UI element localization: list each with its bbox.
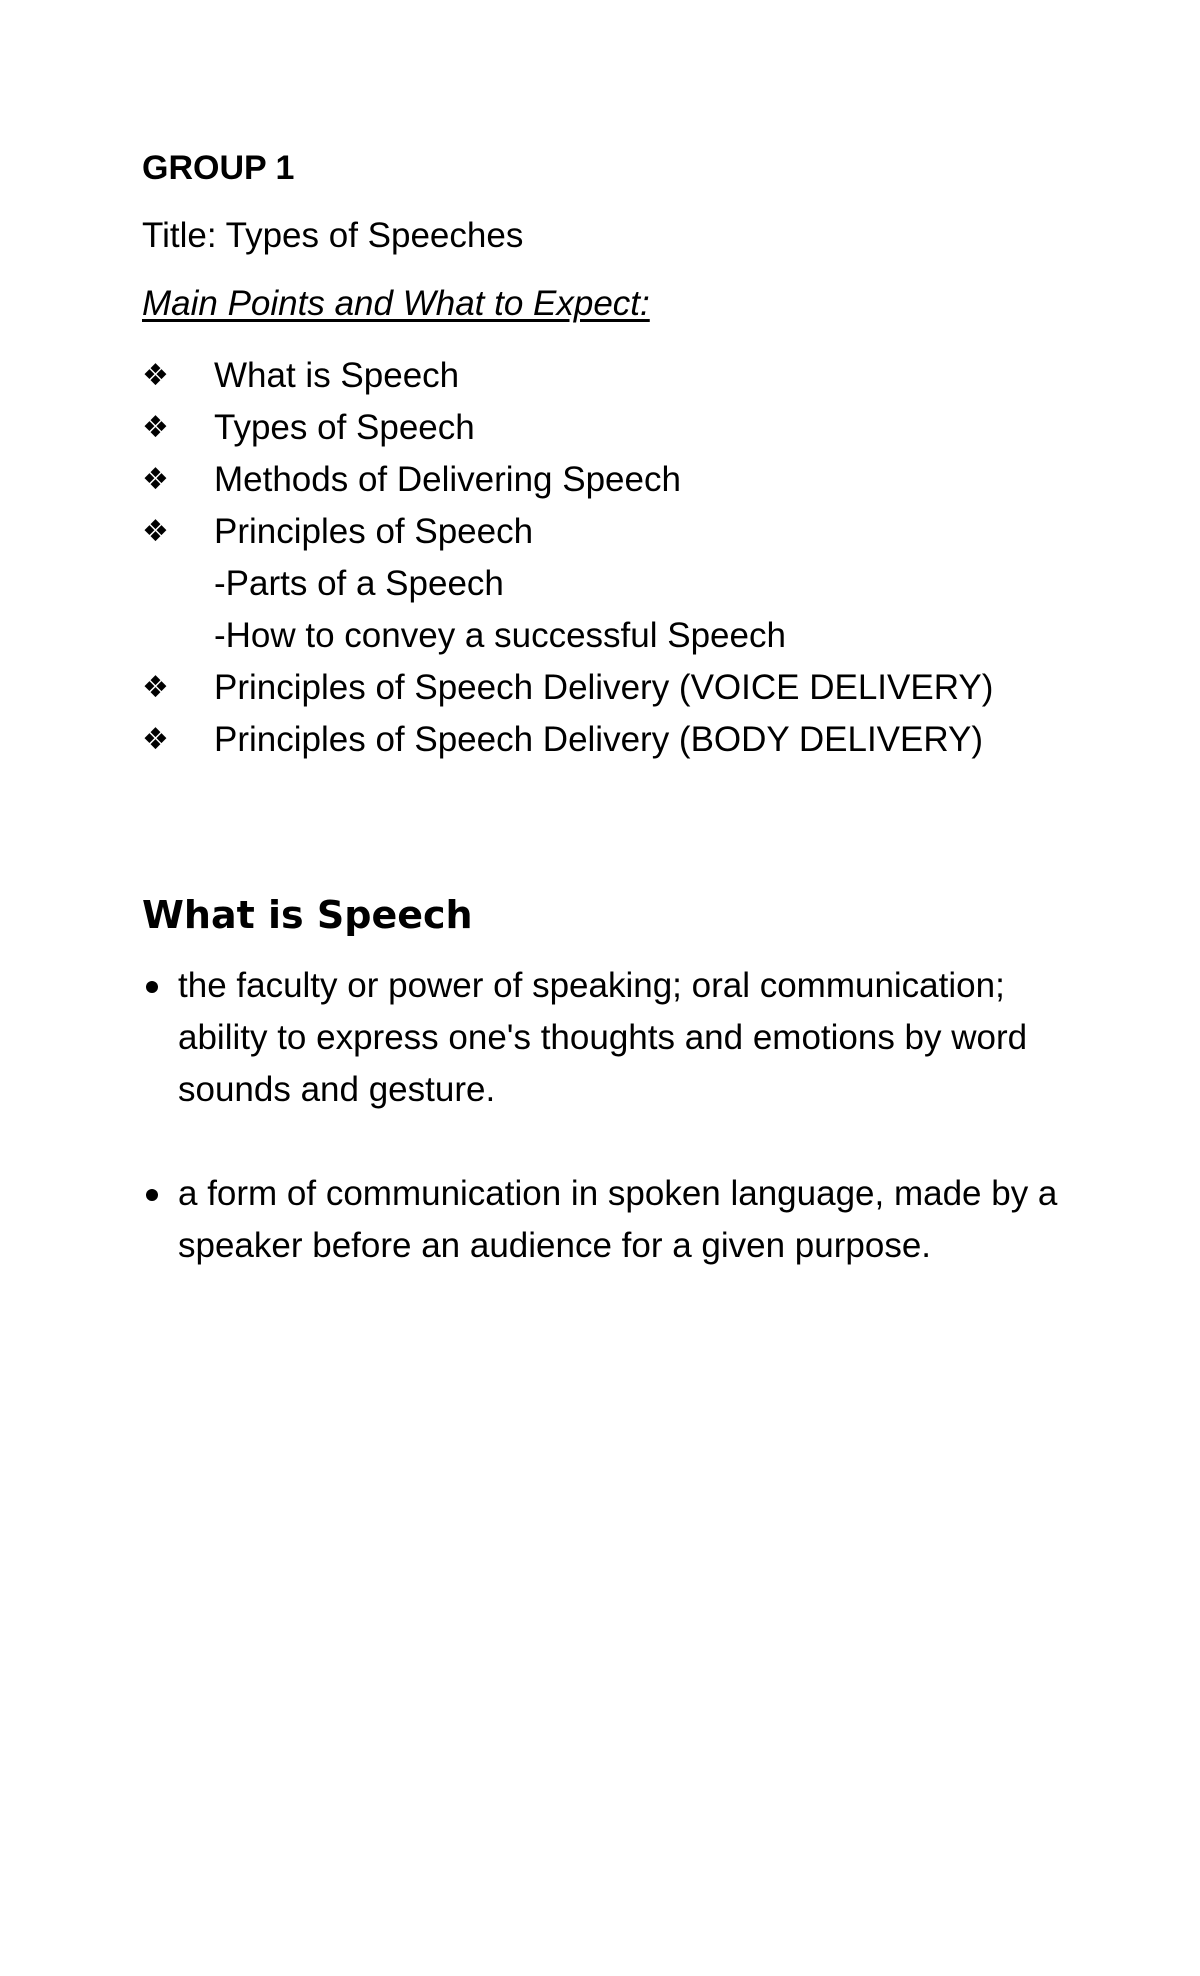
- main-points-list: [142, 350, 1200, 766]
- section-heading: What is Speech: [142, 893, 473, 937]
- list-item: [142, 662, 1200, 714]
- sub-list-item-text: -How to convey a successful Speech: [214, 616, 786, 655]
- list-item: [142, 454, 1200, 506]
- diamond-bullet-icon: ❖: [142, 358, 169, 393]
- list-item-text: Methods of Delivering Speech: [214, 460, 681, 499]
- main-points-subtitle: Main Points and What to Expect:: [142, 284, 650, 323]
- diamond-bullet-icon: ❖: [142, 670, 169, 705]
- list-item: [142, 402, 1200, 454]
- bullet-dot-icon: [146, 981, 158, 993]
- definition-text: a form of communication in spoken language, made by a speaker before an audience for a given purpose.: [178, 1174, 1058, 1265]
- diamond-bullet-icon: ❖: [142, 514, 169, 549]
- list-item-text: Types of Speech: [214, 408, 475, 447]
- list-item-text: Principles of Speech: [214, 512, 534, 551]
- list-item-text: What is Speech: [214, 356, 460, 395]
- diamond-bullet-icon: ❖: [142, 462, 169, 497]
- diamond-bullet-icon: ❖: [142, 410, 169, 445]
- sub-list-item-text: -Parts of a Speech: [214, 564, 504, 603]
- list-item-text: Principles of Speech Delivery (VOICE DELIVERY): [214, 668, 994, 707]
- definition-item: [142, 1168, 1082, 1272]
- group-label: GROUP 1: [142, 149, 295, 187]
- list-item: [142, 506, 1200, 558]
- list-item-text: Principles of Speech Delivery (BODY DELIVERY): [214, 720, 984, 759]
- list-item: [142, 350, 1200, 402]
- definition-item: [142, 960, 1082, 1116]
- bullet-dot-icon: [146, 1189, 158, 1201]
- document-title: Title: Types of Speeches: [142, 216, 524, 255]
- definitions-list: [142, 960, 1082, 1272]
- diamond-bullet-icon: ❖: [142, 722, 169, 757]
- definition-text: the faculty or power of speaking; oral communication; ability to express one's thoughts and emotions by word sounds and gesture.: [178, 966, 1028, 1109]
- sub-list-item: [142, 558, 1200, 610]
- list-item: [142, 714, 1200, 766]
- sub-list-item: [142, 610, 1200, 662]
